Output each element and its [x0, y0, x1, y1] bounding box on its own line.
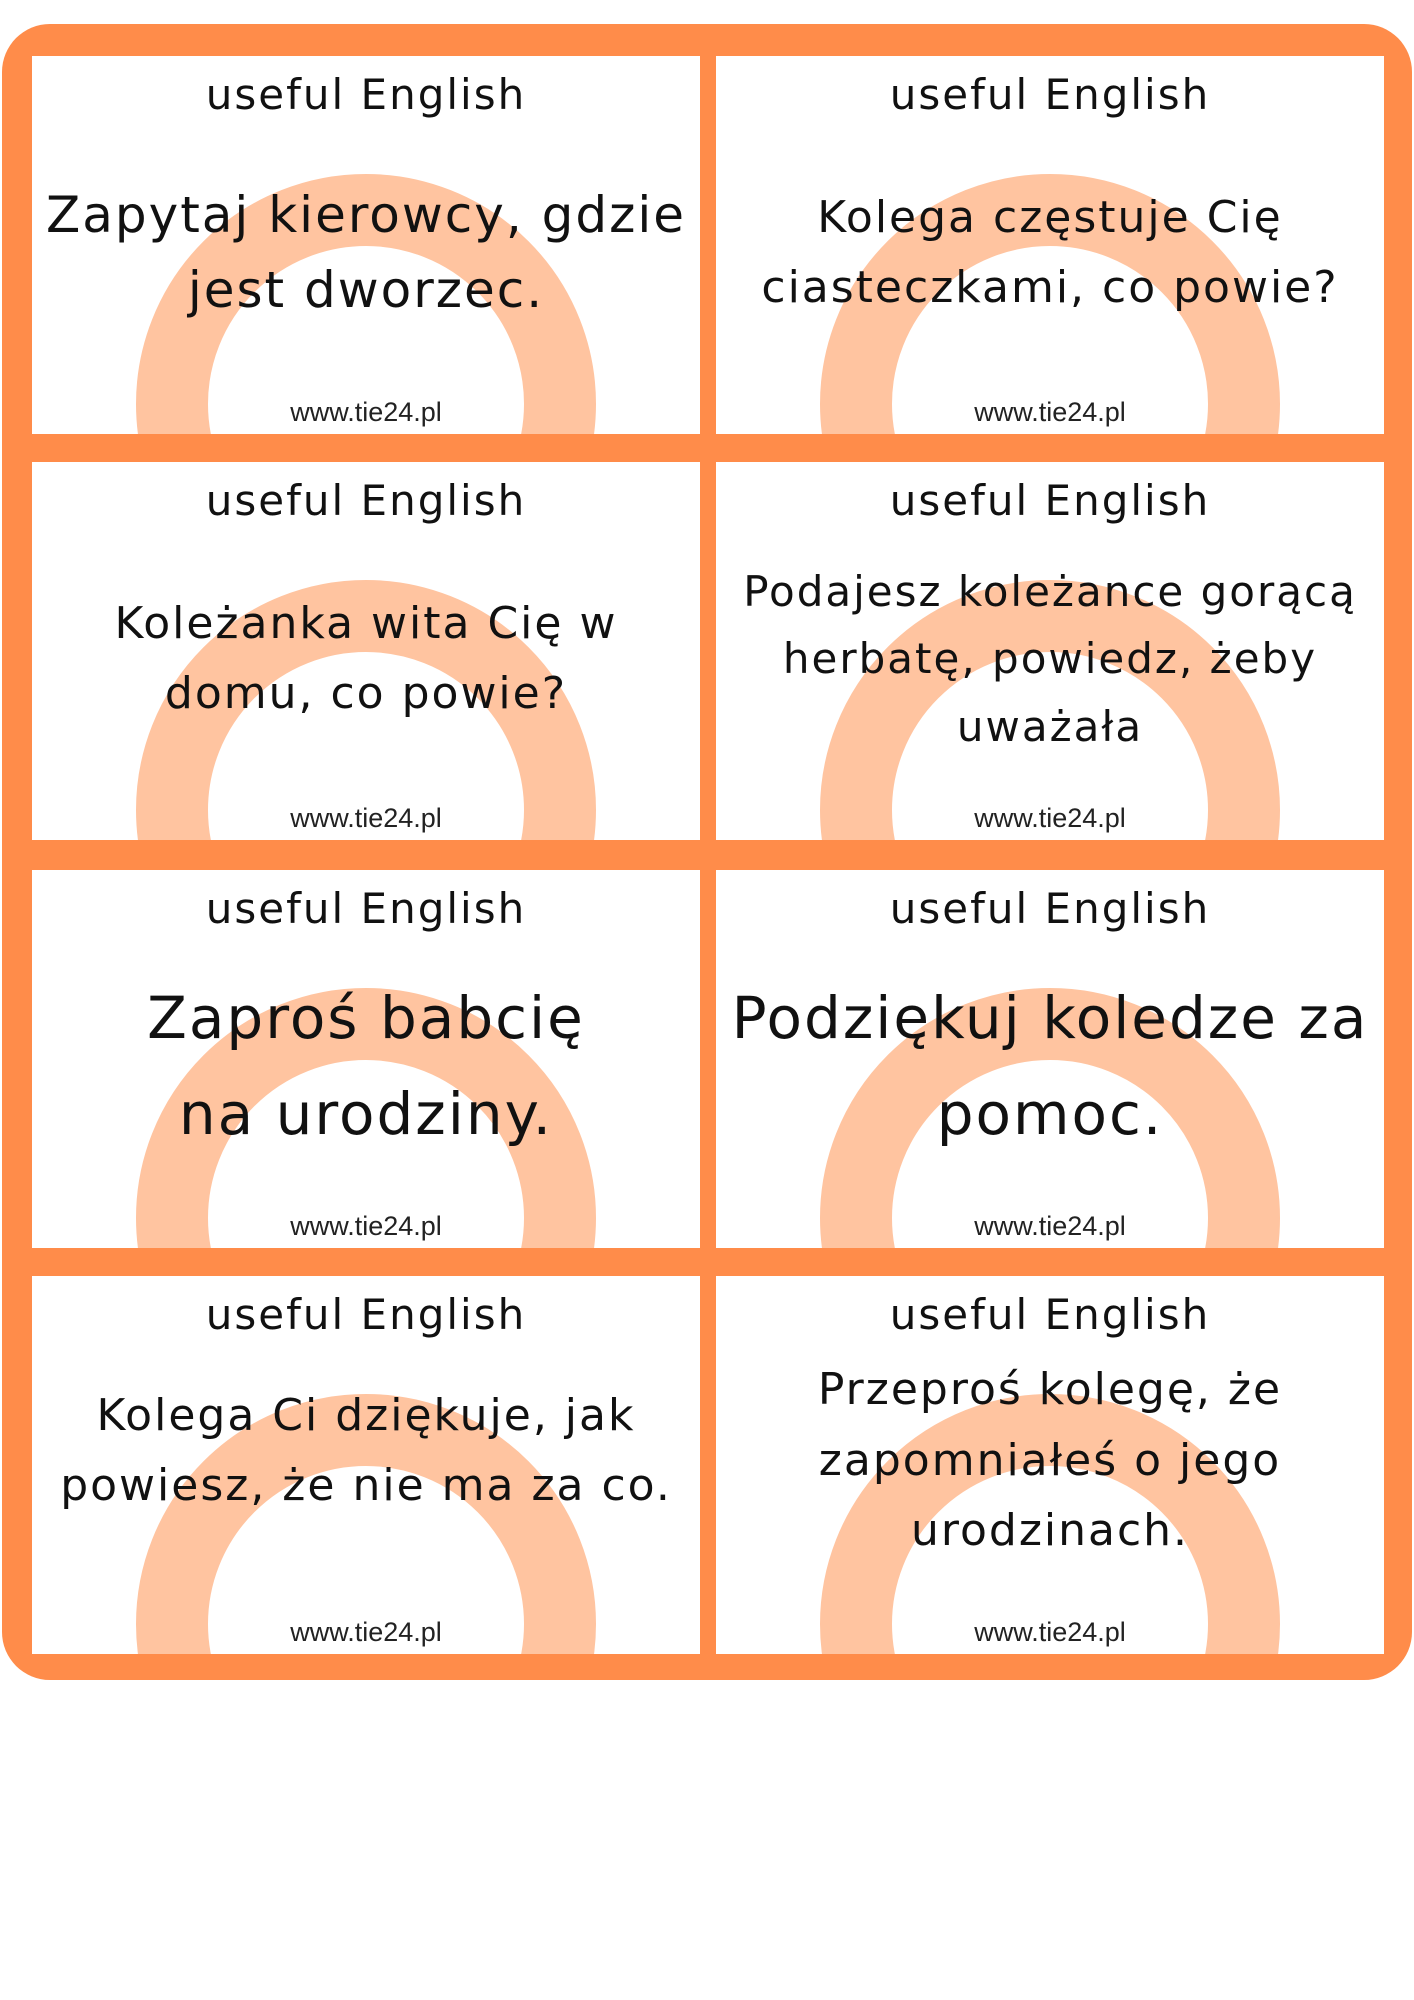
card-footer-url: www.tie24.pl [974, 1211, 1126, 1241]
card-header: useful English [889, 884, 1211, 933]
flashcard-5 [32, 870, 700, 1248]
card-footer-url: www.tie24.pl [290, 397, 442, 427]
flashcard-4 [716, 462, 1384, 840]
card-header: useful English [205, 476, 527, 525]
flashcard-6 [716, 870, 1384, 1248]
card-prompt: Podajesz koleżance gorącą herbatę, powiedz, żeby uważała [743, 567, 1357, 751]
card-header: useful English [205, 1290, 527, 1339]
card-footer-url: www.tie24.pl [290, 1211, 442, 1241]
card-prompt: Zaproś babcię na urodziny. [147, 984, 585, 1148]
orange-card-sheet [2, 24, 1412, 1680]
flashcard-1 [32, 56, 700, 434]
flashcard-8 [716, 1276, 1384, 1654]
flashcard-3 [32, 462, 700, 840]
card-header: useful English [205, 70, 527, 119]
card-prompt: Podziękuj koledze za pomoc. [731, 984, 1369, 1148]
card-prompt: Zapytaj kierowcy, gdzie jest dworzec. [45, 186, 687, 319]
card-footer-url: www.tie24.pl [974, 1617, 1126, 1647]
card-header: useful English [889, 70, 1211, 119]
flashcard-7 [32, 1276, 700, 1654]
card-footer-url: www.tie24.pl [290, 1617, 442, 1647]
card-prompt: Kolega częstuje Cię ciasteczkami, co powie? [761, 191, 1339, 313]
card-footer-url: www.tie24.pl [974, 397, 1126, 427]
card-prompt: Kolega Ci dziękuje, jak powiesz, że nie ma za co. [60, 1389, 672, 1511]
card-footer-url: www.tie24.pl [974, 803, 1126, 833]
card-header: useful English [889, 1290, 1211, 1339]
flashcard-2 [716, 56, 1384, 434]
card-footer-url: www.tie24.pl [290, 803, 442, 833]
card-header: useful English [205, 884, 527, 933]
card-header: useful English [889, 476, 1211, 525]
card-prompt: Przeproś kolegę, że zapomniałeś o jego urodzinach. [817, 1364, 1283, 1557]
card-prompt: Koleżanka wita Cię w domu, co powie? [114, 597, 618, 719]
